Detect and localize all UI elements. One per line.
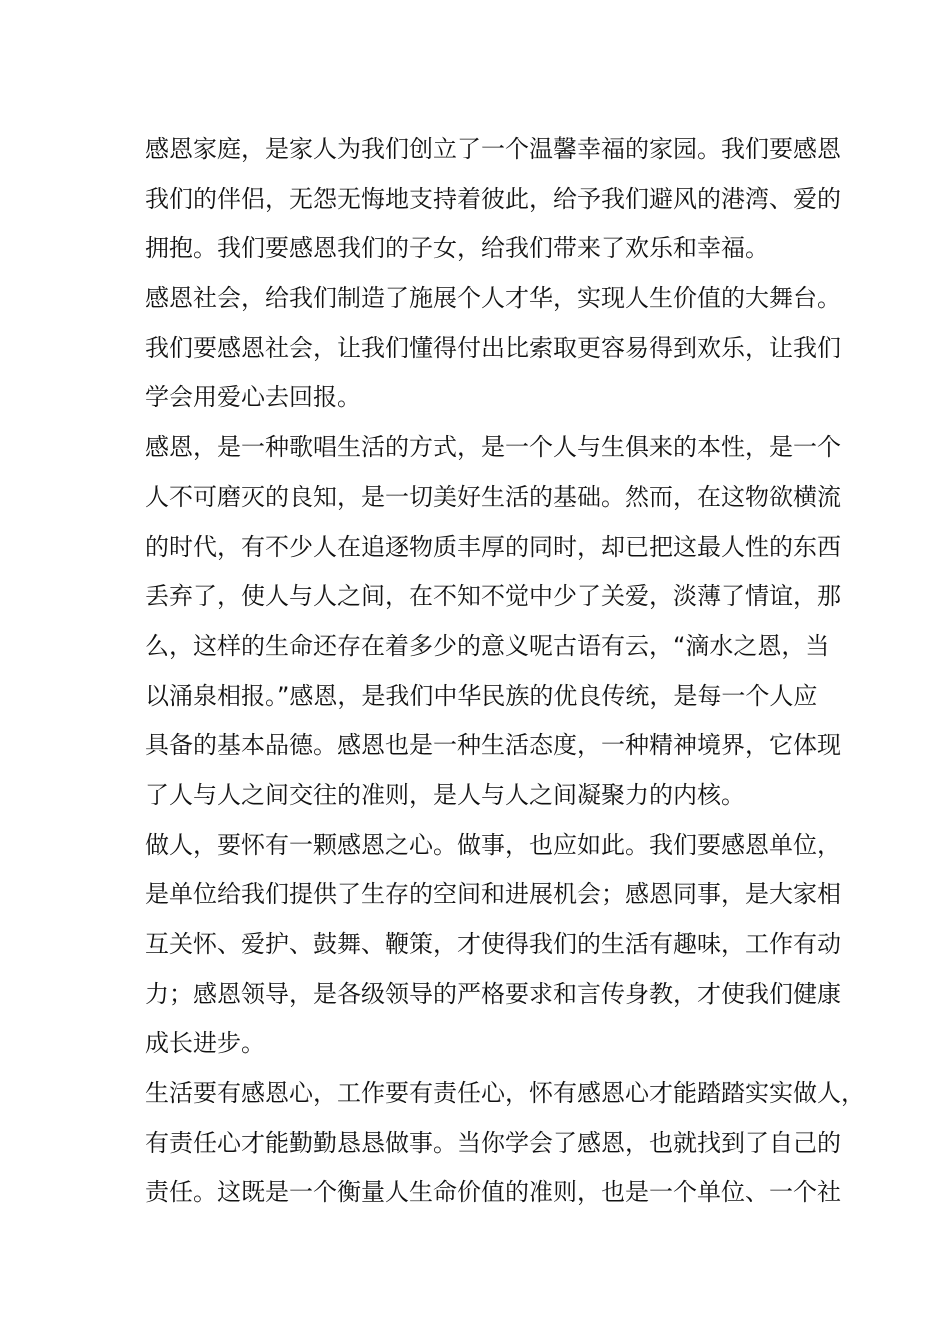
text-line: 做人，要怀有一颗感恩之心。做事，也应如此。我们要感恩单位， (145, 830, 841, 859)
text-line: 学会用爱心去回报。 (145, 383, 361, 412)
text-line: 我们的伴侣，无怨无悔地支持着彼此，给予我们避风的港湾、爱的 (145, 184, 841, 213)
text-line: 感恩，是一种歌唱生活的方式，是一个人与生俱来的本性，是一个 (145, 433, 841, 462)
text-line: 是单位给我们提供了生存的空间和进展机会；感恩同事，是大家相 (145, 880, 841, 909)
text-line: 具备的基本品德。感恩也是一种生活态度，一种精神境界，它体现 (145, 731, 841, 760)
text-line: 生活要有感恩心，工作要有责任心，怀有感恩心才能踏踏实实做人， (145, 1079, 865, 1108)
text-line: 有责任心才能勤勤恳恳做事。当你学会了感恩，也就找到了自己的 (145, 1128, 841, 1157)
text-line: 丢弃了，使人与人之间，在不知不觉中少了关爱，淡薄了情谊，那 (145, 582, 841, 611)
text-line: 以涌泉相报。”感恩，是我们中华民族的优良传统，是每一个人应 (145, 681, 818, 710)
text-line: 拥抱。我们要感恩我们的子女，给我们带来了欢乐和幸福。 (145, 234, 769, 263)
text-line: 么，这样的生命还存在着多少的意义呢古语有云，“滴水之恩，当 (145, 631, 830, 660)
text-line: 人不可磨灭的良知，是一切美好生活的基础。然而，在这物欲横流 (145, 482, 841, 511)
text-line: 成长进步。 (145, 1029, 265, 1058)
text-line: 了人与人之间交往的准则，是人与人之间凝聚力的内核。 (145, 780, 745, 809)
document-body (145, 125, 865, 1218)
text-line: 责任。这既是一个衡量人生命价值的准则，也是一个单位、一个社 (145, 1178, 841, 1207)
text-line: 力；感恩领导，是各级领导的严格要求和言传身教，才使我们健康 (145, 979, 841, 1008)
text-line: 我们要感恩社会，让我们懂得付出比索取更容易得到欢乐，让我们 (145, 333, 841, 362)
text-line: 感恩家庭，是家人为我们创立了一个温馨幸福的家园。我们要感恩 (145, 135, 841, 163)
text-line: 感恩社会，给我们制造了施展个人才华，实现人生价值的大舞台。 (145, 284, 841, 313)
text-line: 的时代，有不少人在追逐物质丰厚的同时，却已把这最人性的东西 (145, 532, 841, 561)
text-line: 互关怀、爱护、鼓舞、鞭策，才使得我们的生活有趣味，工作有动 (145, 930, 841, 958)
